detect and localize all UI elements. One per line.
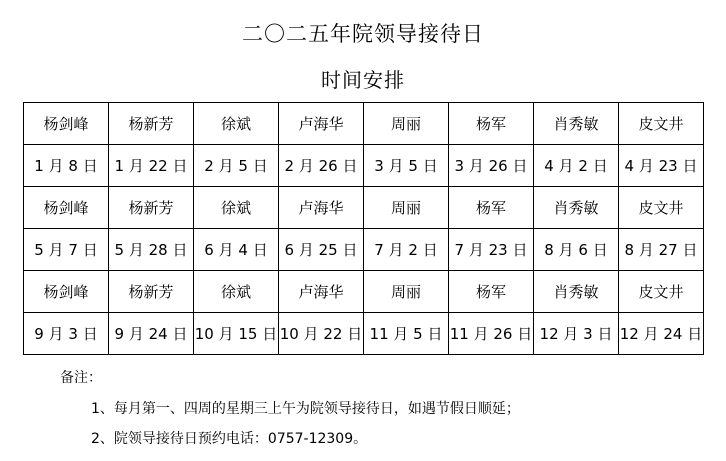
- date-cell: 12 月 24 日: [619, 313, 704, 355]
- date-cell: 3 月 26 日: [449, 145, 534, 187]
- note-item: 1、每月第一、四周的星期三上午为院领导接待日，如遇节假日顺延；: [91, 401, 520, 417]
- date-cell: 8 月 6 日: [534, 229, 619, 271]
- date-cell: 4 月 2 日: [534, 145, 619, 187]
- date-cell: 1 月 8 日: [24, 145, 109, 187]
- date-cell: 8 月 27 日: [619, 229, 704, 271]
- date-cell: 9 月 24 日: [109, 313, 194, 355]
- leader-name-cell: 皮文井: [619, 103, 704, 145]
- leader-name-cell: 杨新芳: [109, 103, 194, 145]
- leader-name-cell: 杨剑峰: [24, 187, 109, 229]
- document-title: 二〇二五年院领导接待日: [242, 22, 484, 46]
- table-row-dates: [24, 313, 704, 355]
- leader-name-cell: 杨军: [449, 187, 534, 229]
- leader-name-cell: 徐斌: [194, 187, 279, 229]
- date-cell: 1 月 22 日: [109, 145, 194, 187]
- leader-name-cell: 周丽: [364, 187, 449, 229]
- leader-name-cell: 杨新芳: [109, 271, 194, 313]
- leader-name-cell: 皮文井: [619, 187, 704, 229]
- date-cell: 2 月 5 日: [194, 145, 279, 187]
- leader-name-cell: 肖秀敏: [534, 187, 619, 229]
- leader-name-cell: 肖秀敏: [534, 103, 619, 145]
- table-row-dates: [24, 145, 704, 187]
- date-cell: 4 月 23 日: [619, 145, 704, 187]
- date-cell: 7 月 23 日: [449, 229, 534, 271]
- leader-name-cell: 杨剑峰: [24, 271, 109, 313]
- date-cell: 6 月 25 日: [279, 229, 364, 271]
- notes-heading: 备注：: [60, 370, 102, 386]
- date-cell: 7 月 2 日: [364, 229, 449, 271]
- date-cell: 6 月 4 日: [194, 229, 279, 271]
- leader-name-cell: 杨军: [449, 103, 534, 145]
- date-cell: 12 月 3 日: [534, 313, 619, 355]
- document-subtitle: 时间安排: [321, 68, 405, 92]
- leader-name-cell: 卢海华: [279, 103, 364, 145]
- schedule-table: [23, 102, 704, 355]
- date-cell: 3 月 5 日: [364, 145, 449, 187]
- leader-name-cell: 杨新芳: [109, 187, 194, 229]
- leader-name-cell: 皮文井: [619, 271, 704, 313]
- leader-name-cell: 杨军: [449, 271, 534, 313]
- date-cell: 10 月 15 日: [194, 313, 279, 355]
- date-cell: 9 月 3 日: [24, 313, 109, 355]
- note-item: 2、院领导接待日预约电话：0757-12309。: [91, 431, 368, 447]
- leader-name-cell: 杨剑峰: [24, 103, 109, 145]
- date-cell: 5 月 7 日: [24, 229, 109, 271]
- leader-name-cell: 肖秀敏: [534, 271, 619, 313]
- table-row-dates: [24, 229, 704, 271]
- leader-name-cell: 卢海华: [279, 271, 364, 313]
- date-cell: 5 月 28 日: [109, 229, 194, 271]
- date-cell: 10 月 22 日: [279, 313, 364, 355]
- leader-name-cell: 卢海华: [279, 187, 364, 229]
- date-cell: 11 月 5 日: [364, 313, 449, 355]
- table-row-names: [24, 271, 704, 313]
- leader-name-cell: 周丽: [364, 103, 449, 145]
- table-row-names: [24, 103, 704, 145]
- leader-name-cell: 周丽: [364, 271, 449, 313]
- date-cell: 2 月 26 日: [279, 145, 364, 187]
- date-cell: 11 月 26 日: [449, 313, 534, 355]
- leader-name-cell: 徐斌: [194, 271, 279, 313]
- table-row-names: [24, 187, 704, 229]
- leader-name-cell: 徐斌: [194, 103, 279, 145]
